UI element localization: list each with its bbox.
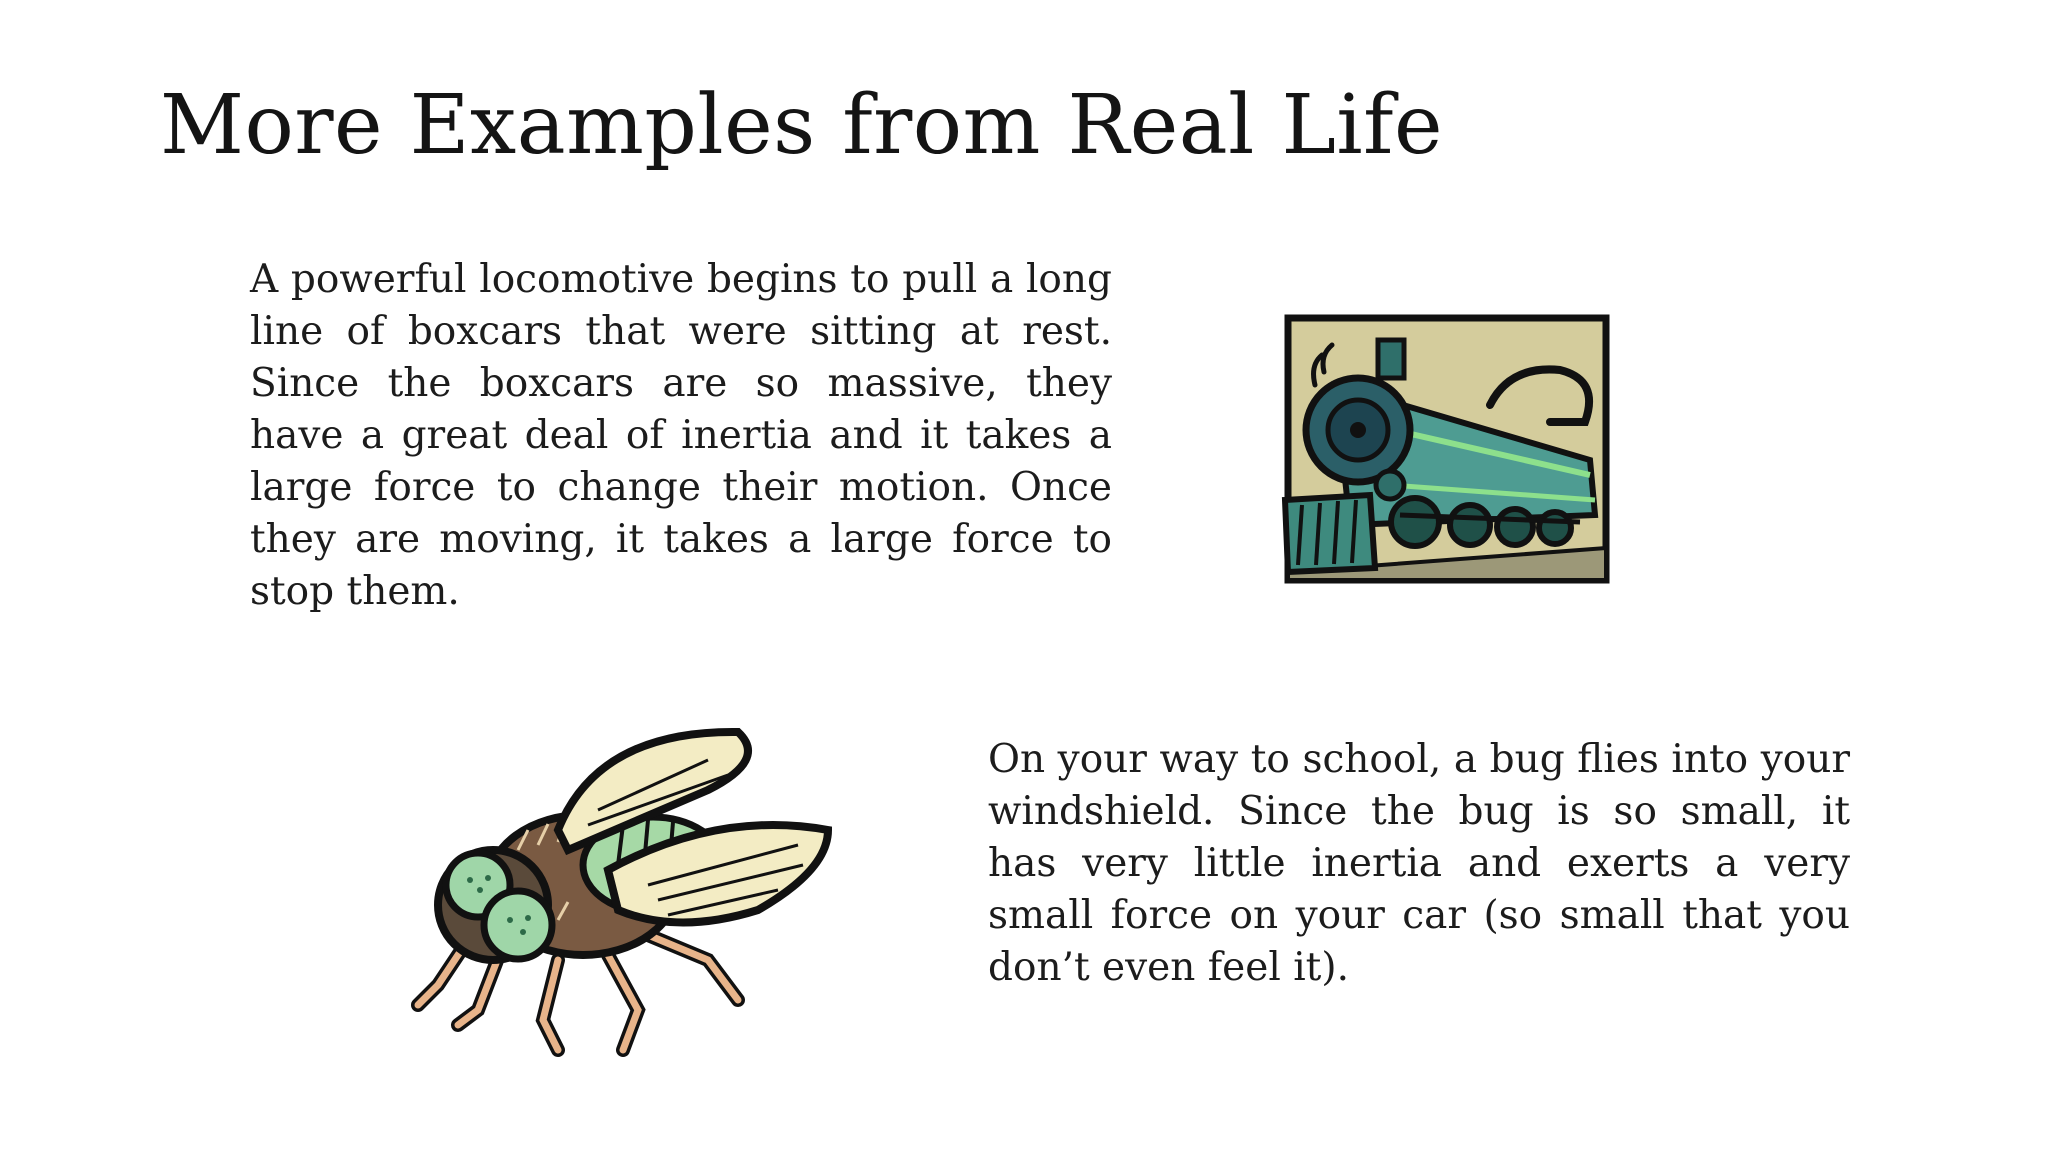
bug-paragraph: On your way to school, a bug flies into your windshield. Since the bug is so small, it has very little inertia and exerts a very small force on your car (so small that you don’t even feel it). xyxy=(988,737,1850,990)
slide-title: More Examples from Real Life xyxy=(160,78,1443,173)
locomotive-clipart xyxy=(1280,310,1630,595)
fly-clipart xyxy=(408,720,848,1070)
locomotive-paragraph: A powerful locomotive begins to pull a long line of boxcars that were sitting at rest. Since the boxcars are so massive, they have a great deal of inertia and it takes a large force to change their motion. Once they are moving, it takes a large force to stop them. xyxy=(250,257,1112,614)
